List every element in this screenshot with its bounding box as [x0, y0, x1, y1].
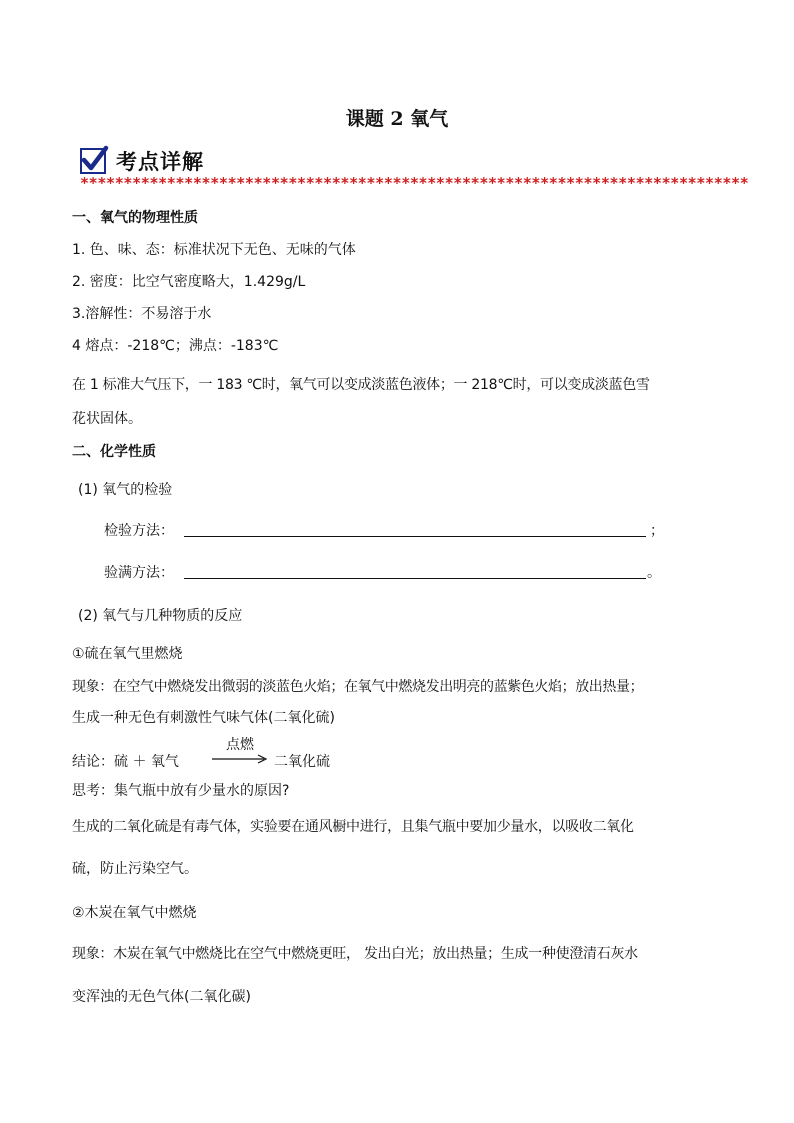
reaction-arrow — [212, 734, 268, 764]
arrow-icon — [212, 754, 268, 764]
page-title: 课题 2 氧气 — [345, 108, 449, 130]
section-heading-physical: 一、氧气的物理性质 — [72, 210, 198, 226]
full-method-end: 。 — [647, 565, 661, 581]
full-method-label: 验满方法： — [104, 565, 174, 581]
physical-note-line-2: 花状固体。 — [72, 411, 142, 427]
charcoal-phenomenon-line-1: 现象：木炭在氧气中燃烧比在空气中燃烧更旺， 发出白光；放出热量；生成一种使澄清石灰水 — [72, 946, 638, 962]
physical-item-3: 3.溶解性：不易溶于水 — [72, 306, 212, 322]
sulfur-phenomenon-line-1: 现象：在空气中燃烧发出微弱的淡蓝色火焰；在氧气中燃烧发出明亮的蓝紫色火焰；放出热量； — [72, 679, 644, 695]
checkbox-checked-icon — [80, 148, 106, 174]
sulfur-conclusion-label: 结论：硫 ＋ 氧气 — [72, 754, 179, 770]
reaction-condition: 点燃 — [226, 737, 254, 753]
banner-title: 考点详解 — [116, 150, 204, 174]
sulfur-answer-line-2: 硫，防止污染空气。 — [72, 861, 198, 877]
sulfur-answer-line-1: 生成的二氧化硫是有毒气体，实验要在通风橱中进行，且集气瓶中要加少量水，以吸收二氧化 — [72, 819, 634, 835]
star-divider: ***************************************************************************** — [80, 174, 749, 192]
physical-note-line-1: 在 1 标准大气压下，一 183 ℃时，氧气可以变成淡蓝色液体；一 218℃时，可以变成淡蓝色雪 — [72, 377, 650, 393]
sub-heading-reactions: (2) 氧气与几种物质的反应 — [78, 608, 243, 624]
check-method-end: ； — [650, 523, 664, 539]
sulfur-title: ①硫在氧气里燃烧 — [72, 646, 183, 662]
sulfur-phenomenon-line-2: 生成一种无色有刺激性气味气体(二氧化硫) — [72, 710, 335, 726]
sulfur-think: 思考：集气瓶中放有少量水的原因? — [72, 783, 290, 799]
charcoal-title: ②木炭在氧气中燃烧 — [72, 905, 197, 921]
sub-heading-detection: (1) 氧气的检验 — [78, 482, 173, 498]
charcoal-phenomenon-line-2: 变浑浊的无色气体(二氧化碳) — [72, 989, 251, 1005]
physical-item-1: 1. 色、味、态：标准状况下无色、无味的气体 — [72, 242, 356, 258]
section-heading-chemical: 二、化学性质 — [72, 444, 156, 460]
sulfur-product: 二氧化硫 — [274, 754, 330, 770]
physical-item-4: 4 熔点：-218℃；沸点：-183℃ — [72, 338, 279, 354]
full-method-blank[interactable] — [184, 578, 646, 579]
check-method-label: 检验方法： — [104, 523, 174, 539]
check-method-blank[interactable] — [184, 536, 646, 537]
physical-item-2: 2. 密度：比空气密度略大，1.429g/L — [72, 274, 306, 290]
